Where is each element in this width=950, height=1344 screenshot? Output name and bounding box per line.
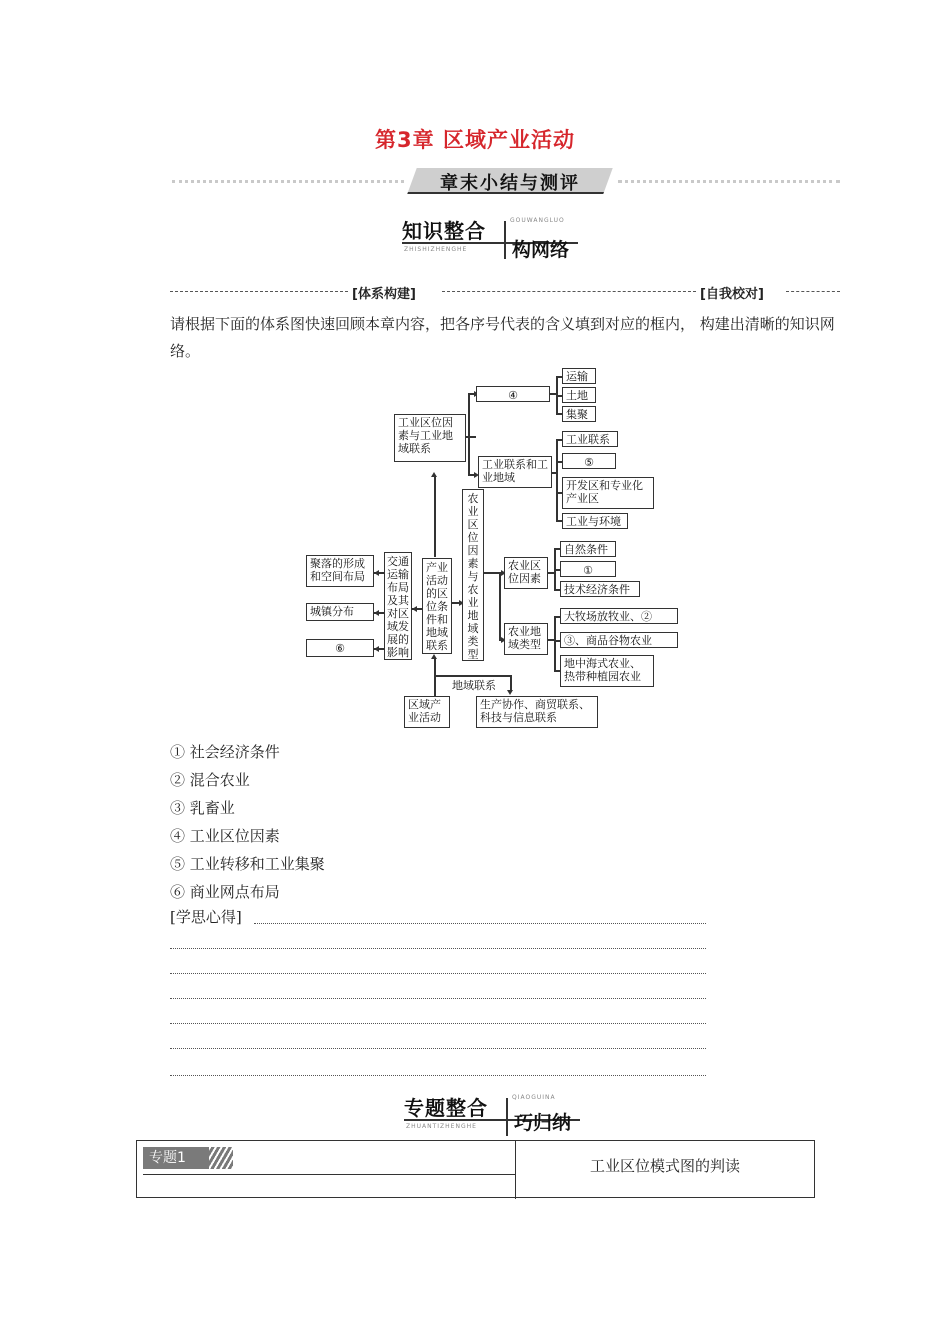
block-pinyin-2: GOUWANGLUO: [510, 217, 565, 224]
block-sub-title: 巧归纳: [514, 1112, 572, 1134]
block-main-title: 知识整合: [402, 219, 486, 243]
section-left-label: [体系构建]: [352, 287, 416, 302]
reflection-line[interactable]: [170, 1048, 706, 1049]
box-natural-conditions: 自然条件: [560, 541, 616, 557]
box-agri-factors: 农业区位因素: [504, 557, 548, 589]
reflection-label: [学思心得]: [170, 908, 242, 926]
box-production-cooperation: 生产协作、商贸联系、科技与信息联系: [476, 696, 598, 728]
reflection-line[interactable]: [170, 1023, 706, 1024]
block-pinyin: ZHUANTIZHENGHE: [406, 1123, 477, 1130]
box-transport: 运输: [562, 368, 596, 384]
summary-banner: [172, 168, 840, 194]
box-settlement: 聚落的形成和空间布局: [306, 555, 374, 587]
chapter-title: 第3章 区域产业活动: [375, 128, 575, 152]
box-agri-area-types: 农业地域类型: [504, 623, 548, 655]
topic-tag-hatch: [209, 1147, 233, 1169]
block-pinyin-2: QIAOGUINA: [512, 1094, 556, 1101]
topic-tag: 专题1: [143, 1147, 233, 1169]
reflection-line[interactable]: [254, 923, 706, 924]
box-blank-6: ⑥: [306, 639, 374, 657]
box-mediterranean: 地中海式农业、热带种植园农业: [560, 655, 654, 687]
box-industry-linkage-area: 工业联系和工业地域: [478, 456, 552, 488]
reflection-line[interactable]: [170, 973, 706, 974]
box-regional-industry: 区域产业活动: [404, 696, 450, 728]
answer-item: ③ 乳畜业: [170, 799, 235, 817]
box-industry-environment: 工业与环境: [562, 513, 628, 529]
answer-item: ⑤ 工业转移和工业集聚: [170, 855, 325, 873]
box-blank-1: ①: [560, 561, 616, 577]
topic-title: 工业区位模式图的判读: [589, 1157, 740, 1175]
answer-item: ① 社会经济条件: [170, 743, 280, 761]
banner-dots-right: [618, 180, 840, 183]
box-industry-linkage: 工业联系: [562, 431, 618, 447]
block-sub-title: 构网络: [512, 239, 570, 261]
box-ranching: 大牧场放牧业、②: [560, 608, 678, 624]
knowledge-block-header: [402, 213, 582, 259]
topic-table: [136, 1140, 815, 1198]
knowledge-diagram: [300, 362, 700, 734]
section-right-label: [自我校对]: [700, 287, 764, 302]
reflection-line[interactable]: [170, 998, 706, 999]
reflection-line[interactable]: [170, 1075, 706, 1076]
banner-title: 章末小结与测评: [440, 173, 580, 194]
reflection-line[interactable]: [170, 948, 706, 949]
box-blank-4: ④: [476, 386, 550, 402]
box-industry-activity: 产业活动的区位条件和地域联系: [422, 558, 452, 654]
answer-item: ⑥ 商业网点布局: [170, 883, 280, 901]
intro-paragraph: 请根据下面的体系图快速回顾本章内容，把各序号代表的含义填到对应的框内， 构建出清晰的知识网络。: [170, 315, 835, 360]
box-grain-farming: ③、商品谷物农业: [560, 632, 678, 648]
block-pinyin: ZHISHIZHENGHE: [404, 246, 468, 253]
box-agglomeration: 集聚: [562, 406, 596, 422]
label-regional-linkage: 地域联系: [452, 679, 496, 692]
box-development-zone: 开发区和专业化产业区: [562, 477, 654, 509]
answer-item: ④ 工业区位因素: [170, 827, 280, 845]
answer-item: ② 混合农业: [170, 771, 250, 789]
box-blank-5: ⑤: [562, 453, 616, 469]
box-tech-economy: 技术经济条件: [560, 581, 640, 597]
block-main-title: 专题整合: [404, 1096, 488, 1120]
box-land: 土地: [562, 387, 596, 403]
topic-block-header: [404, 1090, 584, 1136]
box-town-distribution: 城镇分布: [306, 603, 374, 621]
banner-dots-left: [172, 180, 404, 183]
box-industry-location: 工业区位因素与工业地域联系: [394, 414, 466, 462]
box-transport-layout: 交通运输布局及其对区域发展的影响: [384, 552, 412, 660]
answer-list: [170, 738, 325, 906]
section-divider: [170, 283, 840, 302]
box-agri-location: 农业区位因素与农业地域类型: [462, 489, 484, 661]
